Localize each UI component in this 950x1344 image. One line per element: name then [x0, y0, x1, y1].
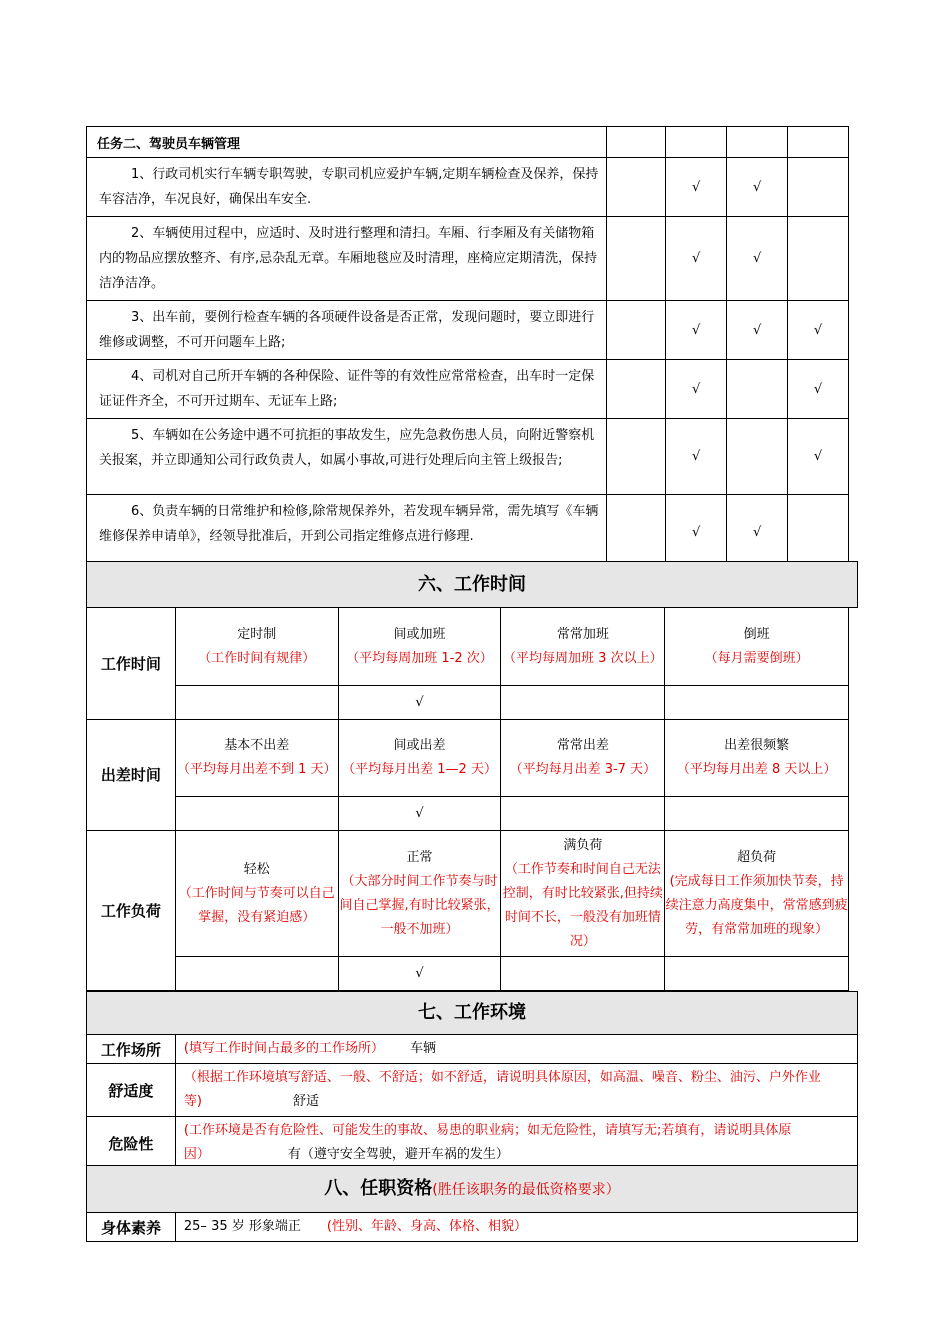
option-cell — [175, 720, 338, 797]
check-cell: √ — [788, 360, 849, 419]
option-cell — [338, 720, 501, 797]
env-row — [87, 1064, 858, 1117]
check-cell: √ — [727, 217, 788, 301]
task-text: 3、出车前，要例行检查车辆的各项硬件设备是否正常，发现问题时，要立即进行维修或调整，不可开问题车上路; — [87, 301, 607, 360]
qualification-row — [87, 1213, 858, 1242]
section-header-work-environment — [86, 991, 858, 1035]
option-name: 倒班 — [743, 626, 770, 642]
check-cell — [501, 686, 665, 720]
row-value — [175, 1035, 857, 1064]
check-cell: √ — [727, 158, 788, 217]
check-cell — [175, 797, 338, 831]
row-value — [175, 1117, 857, 1170]
task-text: 2、车辆使用过程中，应适时、及时进行整理和清扫。车厢、行李厢及有关储物箱内的物品应摆放整齐、有序,忌杂乱无章。车厢地毯应及时清理，座椅应定期清洗，保持洁净洁净。 — [87, 217, 607, 301]
task-row — [87, 217, 849, 301]
task-text: 6、负责车辆的日常维护和检修,除常规保养外，若发现车辆异常，需先填写《车辆维修保养申请单》，经领导批准后，开到公司指定维修点进行修理. — [87, 495, 607, 570]
option-name: 间或加班 — [393, 626, 446, 642]
task-row — [87, 158, 849, 217]
answer-text: 舒适 — [292, 1094, 319, 1109]
task-section-title: 任务二、驾驶员车辆管理 — [87, 127, 607, 158]
check-cell: √ — [727, 301, 788, 360]
section-header-work-time — [86, 561, 858, 608]
option-name: 间或出差 — [393, 738, 446, 753]
row-value — [175, 1064, 857, 1117]
row-value — [175, 1213, 857, 1242]
check-cell: √ — [788, 419, 849, 495]
hint-text: （根据工作环境填写舒适、一般、不舒适；如不舒适，请说明具体原因，如高温、噪音、粉尘、油污、户外作业等) — [183, 1070, 821, 1109]
option-name: 轻松 — [243, 861, 270, 877]
row-label: 出差时间 — [87, 720, 176, 831]
check-cell — [727, 419, 788, 495]
travel-marks-row — [87, 797, 849, 831]
section-note: (胜任该职务的最低资格要求） — [432, 1182, 620, 1198]
check-cell — [607, 360, 666, 419]
qualifications-table — [86, 1212, 858, 1242]
hint-text: (性别、年龄、身高、体格、相貌） — [326, 1219, 527, 1234]
row-label: 工作负荷 — [87, 831, 176, 991]
row-label: 工作场所 — [87, 1035, 176, 1064]
option-cell — [338, 831, 501, 957]
option-note: （工作节奏和时间自己无法控制，有时比较紧张,但持续时间不长，一般没有加班情况） — [502, 861, 663, 949]
option-cell — [665, 608, 849, 686]
option-note: （平均每月出差 1—2 天） — [342, 762, 497, 777]
check-cell — [607, 158, 666, 217]
check-cell: √ — [338, 797, 501, 831]
check-cell — [665, 797, 849, 831]
workload-options-row — [87, 831, 849, 957]
work-time-options-row — [87, 608, 849, 686]
workload-marks-row — [87, 957, 849, 991]
option-name: 出差很频繁 — [724, 738, 790, 753]
check-cell — [501, 797, 665, 831]
option-name: 常常加班 — [556, 626, 609, 642]
section-title: 六、工作时间 — [418, 574, 526, 595]
env-row — [87, 1035, 858, 1064]
check-cell: √ — [666, 360, 727, 419]
check-cell: √ — [788, 301, 849, 360]
option-name: 基本不出差 — [224, 738, 290, 753]
option-cell — [665, 831, 849, 957]
option-note: （大部分时间工作节奏与时间自己掌握,有时比较紧张，一般不加班） — [339, 873, 500, 937]
check-cell — [501, 957, 665, 991]
row-label: 身体素养 — [87, 1213, 176, 1242]
row-label: 舒适度 — [87, 1064, 176, 1117]
check-cell: √ — [666, 419, 727, 495]
option-note: (完成每日工作须加快节奏，持续注意力高度集中，常常感到疲劳，有常常加班的现象） — [665, 873, 848, 937]
work-time-table — [86, 607, 849, 991]
check-cell: √ — [666, 495, 727, 570]
check-cell — [665, 686, 849, 720]
check-cell — [607, 419, 666, 495]
work-time-marks-row — [87, 686, 849, 720]
task-row — [87, 495, 849, 570]
option-note: （平均每周加班 1-2 次） — [346, 650, 493, 666]
check-cell — [175, 957, 338, 991]
check-cell — [607, 217, 666, 301]
option-note: （平均每周加班 3 次以上） — [503, 650, 663, 666]
option-note: （平均每月出差 8 天以上） — [676, 762, 837, 777]
option-name: 满负荷 — [563, 837, 603, 853]
task-table — [86, 126, 849, 597]
option-cell — [175, 608, 338, 686]
answer-text: 25– 35 岁 形象端正 — [183, 1219, 301, 1234]
option-note: （平均每月出差 3-7 天） — [509, 762, 657, 777]
travel-options-row — [87, 720, 849, 797]
option-name: 超负荷 — [737, 849, 777, 865]
task-text: 4、司机对自己所开车辆的各种保险、证件等的有效性应常常检查，出车时一定保证证件齐全，不可开过期车、无证车上路; — [87, 360, 607, 419]
answer-text: 车辆 — [409, 1041, 436, 1056]
task-row — [87, 301, 849, 360]
check-cell — [607, 301, 666, 360]
task-row — [87, 419, 849, 495]
option-note: （工作时间有规律） — [198, 650, 316, 666]
option-name: 定时制 — [237, 626, 277, 642]
row-label: 工作时间 — [87, 608, 176, 720]
section-title: 七、工作环境 — [418, 1002, 526, 1023]
section-header-qualifications — [86, 1165, 858, 1213]
check-cell: √ — [666, 301, 727, 360]
check-cell: √ — [727, 495, 788, 570]
check-cell — [175, 686, 338, 720]
answer-text: 有（遵守安全驾驶，避开车祸的发生） — [287, 1147, 509, 1162]
option-name: 正常 — [406, 849, 433, 865]
check-cell: √ — [338, 957, 501, 991]
option-name: 常常出差 — [556, 738, 609, 753]
work-environment-table — [86, 1034, 858, 1170]
check-cell: √ — [338, 686, 501, 720]
hint-text: (工作环境是否有危险性、可能发生的事故、易患的职业病；如无危险性，请填写无;若填有，请说明具体原因） — [183, 1123, 792, 1162]
check-cell — [788, 217, 849, 301]
check-cell — [727, 360, 788, 419]
env-row — [87, 1117, 858, 1170]
section-title: 八、任职资格 — [324, 1178, 433, 1199]
option-cell — [665, 720, 849, 797]
row-label: 危险性 — [87, 1117, 176, 1170]
option-cell — [175, 831, 338, 957]
task-header-row — [87, 127, 849, 158]
check-cell: √ — [666, 158, 727, 217]
option-cell — [338, 608, 501, 686]
check-cell: √ — [666, 217, 727, 301]
check-cell — [665, 957, 849, 991]
option-cell — [501, 608, 665, 686]
option-note: （平均每月出差不到 1 天） — [176, 762, 337, 777]
option-cell — [501, 831, 665, 957]
check-cell — [607, 495, 666, 570]
check-cell — [788, 495, 849, 570]
check-cell — [788, 158, 849, 217]
option-cell — [501, 720, 665, 797]
hint-text: (填写工作时间占最多的工作场所） — [183, 1041, 384, 1056]
option-note: （每月需要倒班） — [704, 650, 809, 666]
task-text: 1、行政司机实行车辆专职驾驶，专职司机应爱护车辆,定期车辆检查及保养，保持车容洁净，车况良好，确保出车安全. — [87, 158, 607, 217]
option-note: （工作时间与节奏可以自己掌握，没有紧迫感） — [178, 885, 335, 925]
task-row — [87, 360, 849, 419]
task-text: 5、车辆如在公务途中遇不可抗拒的事故发生，应先急救伤患人员，向附近警察机关报案，并立即通知公司行政负责人，如属小事故,可进行处理后向主管上级报告; — [87, 419, 607, 495]
